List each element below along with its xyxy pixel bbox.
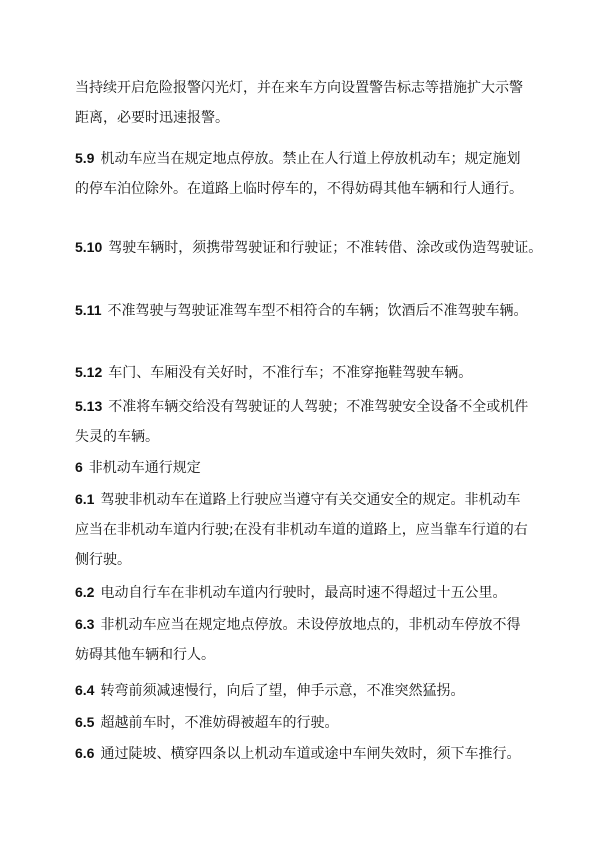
paragraph-6-3	[75, 609, 535, 670]
paragraph-line: 车门、车厢没有关好时，不准行车；不准穿拖鞋驾驶车辆。	[108, 365, 473, 381]
paragraph-line: 距离，必要时迅速报警。	[75, 110, 229, 126]
paragraph-5-10	[75, 232, 543, 263]
section-number: 6	[75, 459, 83, 475]
paragraph-6-1	[75, 484, 535, 575]
paragraph-5-13	[75, 391, 535, 452]
paragraph-6-6	[75, 738, 535, 769]
paragraph-line: 失灵的车辆。	[75, 429, 159, 445]
paragraph-line: 通过陡坡、横穿四条以上机动车道或途中车闸失效时，须下车推行。	[100, 746, 521, 762]
paragraph-line: 不准驾驶与驾驶证准驾车型不相符合的车辆；饮酒后不准驾驶车辆。	[107, 303, 528, 319]
paragraph-5-9	[75, 143, 535, 204]
paragraph-line: 妨碍其他车辆和行人。	[75, 647, 215, 663]
paragraph-line: 侧行驶。	[75, 552, 131, 568]
paragraph-6-4	[75, 675, 535, 706]
paragraph-line: 驾驶非机动车在道路上行驶应当遵守有关交通安全的规定。非机动车	[100, 492, 521, 508]
paragraph-6-5	[75, 707, 535, 738]
section-number: 6.3	[75, 616, 95, 632]
paragraph-line: 不准将车辆交给没有驾驶证的人驾驶；不准驾驶安全设备不全或机件	[108, 399, 529, 415]
paragraph-line: 驾驶车辆时，须携带驾驶证和行驶证；不准转借、涂改或伪造驾驶证。	[108, 240, 543, 256]
section-number: 6.4	[75, 682, 95, 698]
section-number: 5.11	[75, 302, 102, 318]
paragraph-5-12	[75, 357, 535, 388]
paragraph-line: 应当在非机动车道内行驶;在没有非机动车道的道路上，应当靠车行道的右	[75, 522, 528, 538]
paragraph-line: 的停车泊位除外。在道路上临时停车的，不得妨碍其他车辆和行人通行。	[75, 181, 523, 197]
section-number: 5.12	[75, 364, 103, 380]
paragraph-continuation	[75, 73, 535, 133]
section-number: 5.9	[75, 150, 95, 166]
section-number: 6.5	[75, 714, 95, 730]
section-number: 6.2	[75, 584, 95, 600]
section-number: 5.10	[75, 239, 103, 255]
paragraph-line: 电动自行车在非机动车道内行驶时，最高时速不得超过十五公里。	[100, 585, 507, 601]
paragraph-line: 机动车应当在规定地点停放。禁止在人行道上停放机动车；规定施划	[100, 151, 521, 167]
paragraph-line: 非机动车应当在规定地点停放。未设停放地点的，非机动车停放不得	[100, 617, 521, 633]
section-number: 5.13	[75, 398, 103, 414]
paragraph-5-11	[75, 295, 535, 326]
paragraph-line: 转弯前须减速慢行，向后了望，伸手示意，不准突然猛拐。	[100, 683, 465, 699]
section-heading-6	[75, 452, 535, 483]
section-title: 非机动车通行规定	[88, 460, 201, 476]
paragraph-line: 超越前车时，不准妨碍被超车的行驶。	[100, 715, 339, 731]
section-number: 6.1	[75, 491, 95, 507]
section-number: 6.6	[75, 745, 95, 761]
paragraph-line: 当持续开启危险报警闪光灯，并在来车方向设置警告标志等措施扩大示警	[75, 80, 523, 96]
paragraph-6-2	[75, 577, 535, 608]
